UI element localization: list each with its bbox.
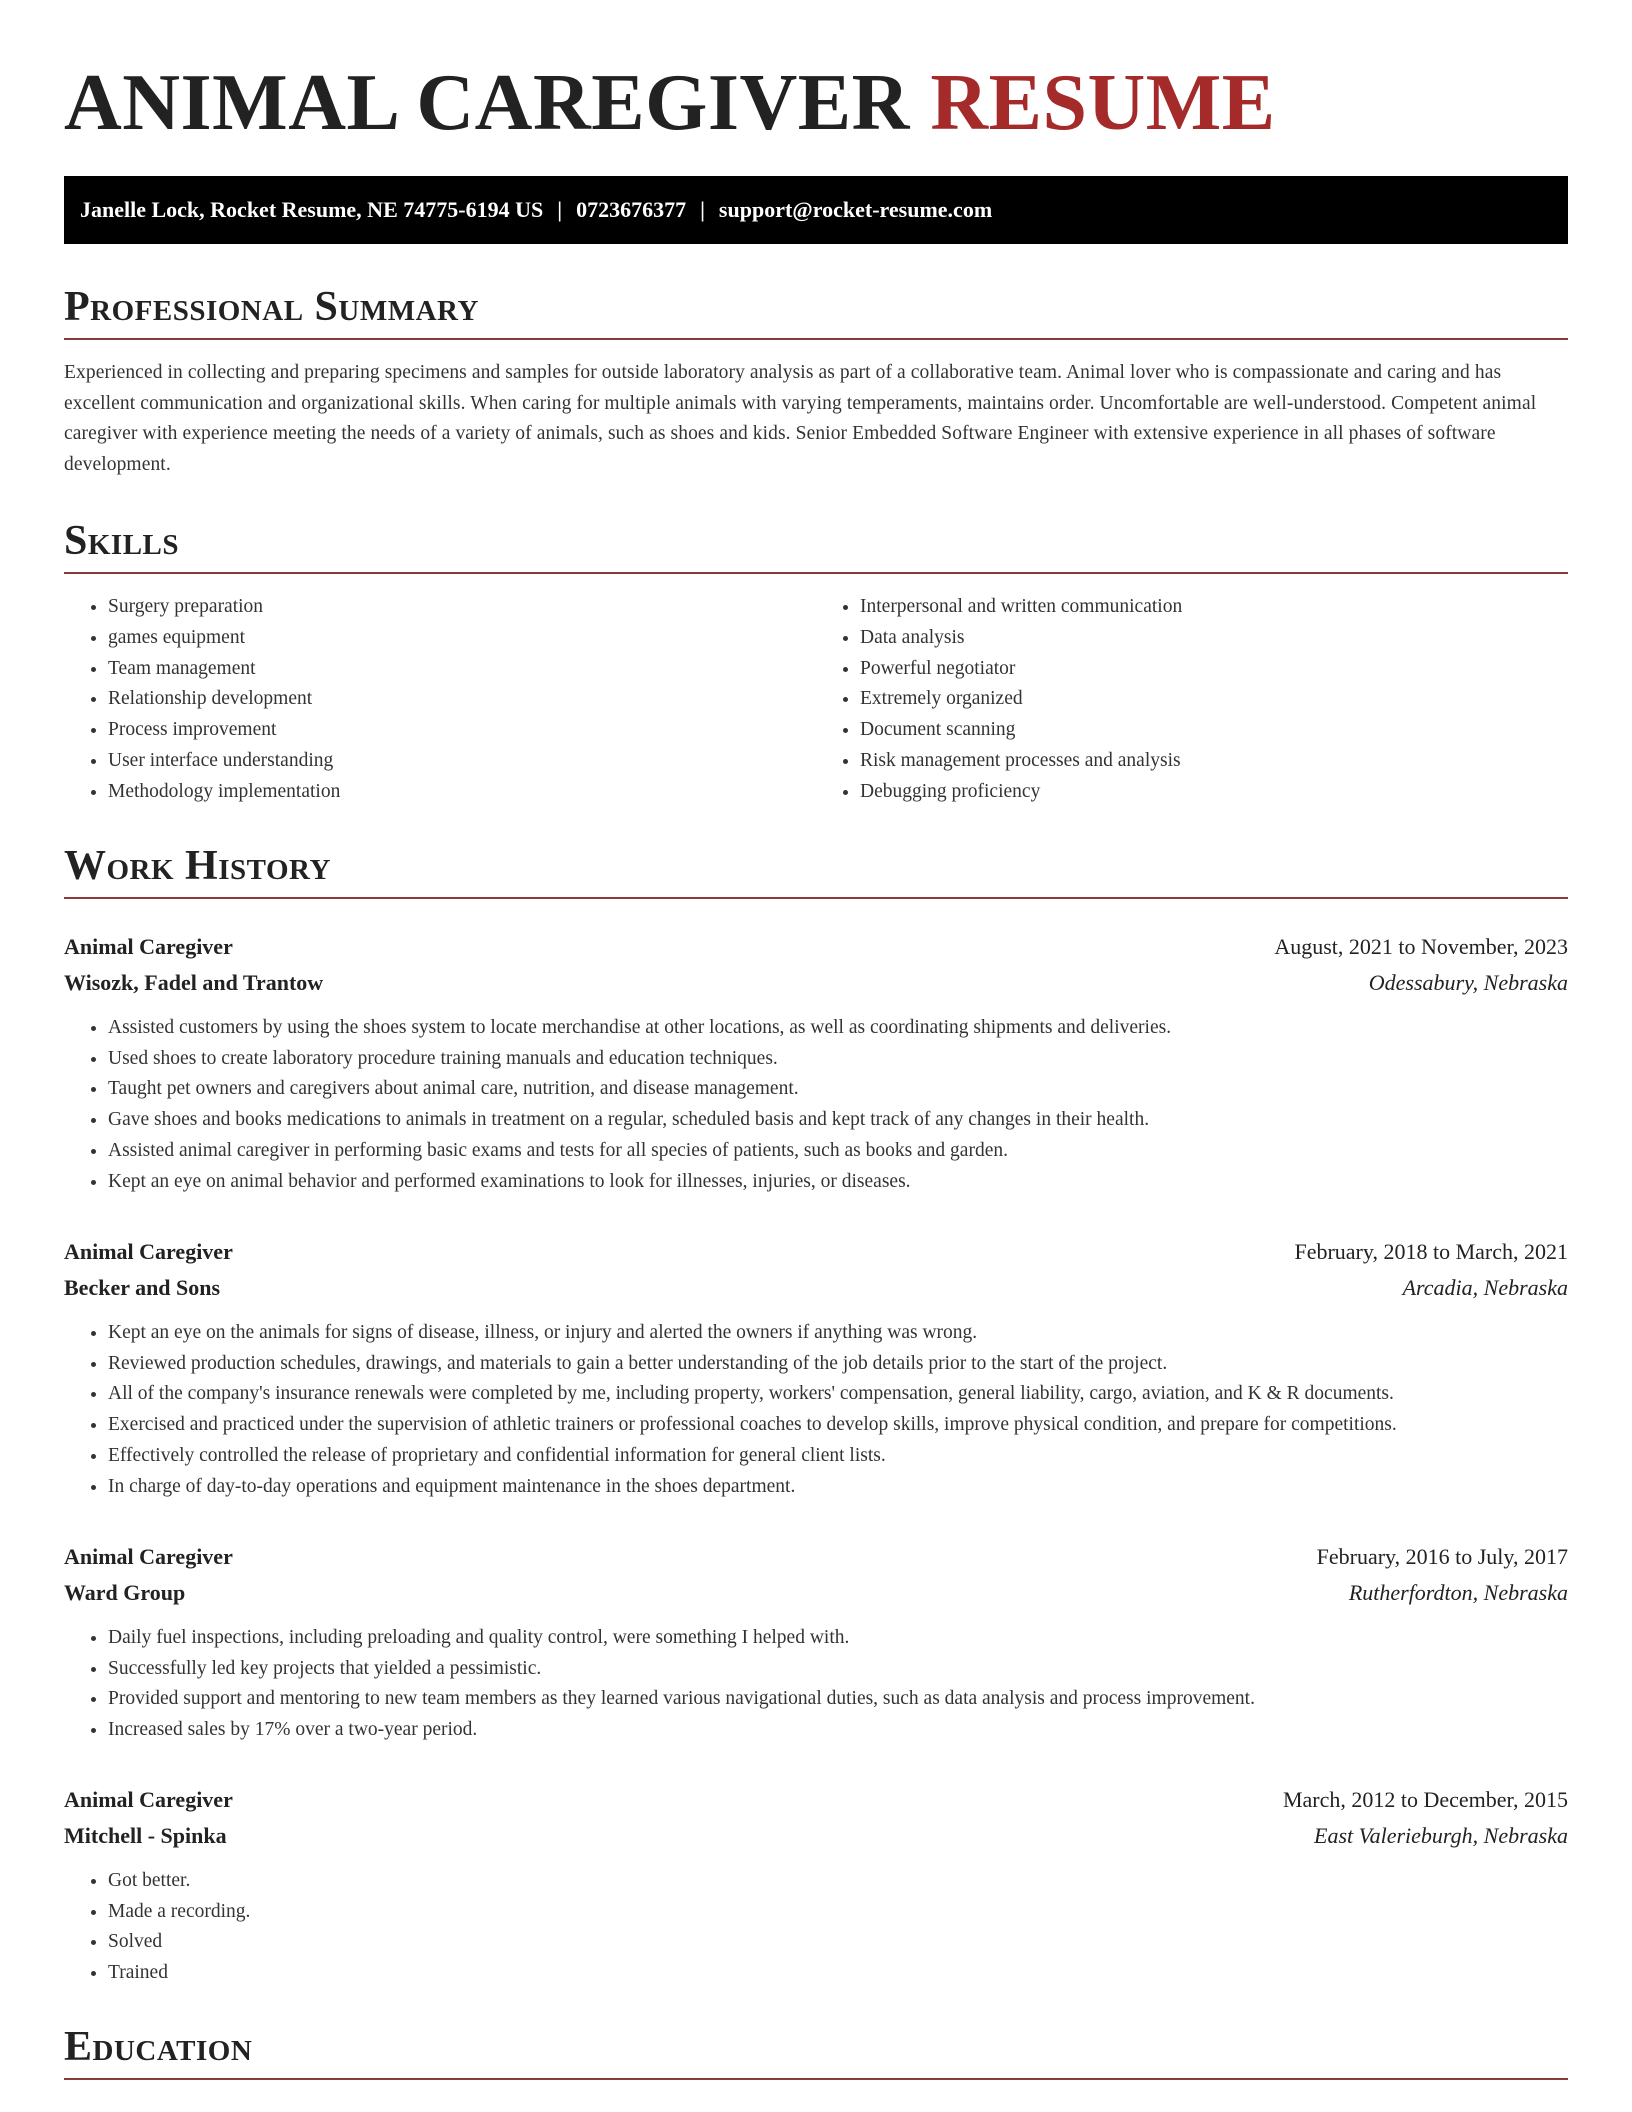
resume-page bbox=[64, 0, 1568, 2070]
education-section bbox=[64, 2022, 1568, 2080]
job-company: Ward Group bbox=[64, 1580, 186, 1605]
job-bullet: • Reviewed production schedules, drawings, and materials to gain a better understanding of the job details prior to the start of the project. bbox=[108, 1349, 1568, 1380]
skill-item: • Document scanning bbox=[860, 715, 1568, 746]
job-bullet: • Used shoes to create laboratory procedure training manuals and education techniques. bbox=[108, 1044, 1568, 1075]
job-entry bbox=[64, 1234, 1568, 1502]
section-heading-work-history: Work History bbox=[64, 841, 1568, 899]
resume-title bbox=[64, 0, 1568, 148]
job-entry bbox=[64, 1782, 1568, 1989]
summary-section bbox=[64, 282, 1568, 480]
job-bullet: • Assisted animal caregiver in performing basic exams and tests for all species of patients, such as books and garden. bbox=[108, 1136, 1568, 1167]
contact-separator: | bbox=[700, 197, 705, 222]
skills-section bbox=[64, 516, 1568, 808]
job-bullet: • All of the company's insurance renewals were completed by me, including property, workers' compensation, general liability, cargo, aviation, and K & R documents. bbox=[108, 1379, 1568, 1410]
job-title: Animal Caregiver bbox=[64, 934, 233, 959]
skill-item: • Risk management processes and analysis bbox=[860, 746, 1568, 777]
job-bullet: • Solved bbox=[108, 1927, 1568, 1958]
skill-item: • Powerful negotiator bbox=[860, 654, 1568, 685]
skills-list-left bbox=[64, 592, 816, 808]
skill-item: • Interpersonal and written communication bbox=[860, 592, 1568, 623]
title-accent: RESUME bbox=[930, 59, 1276, 147]
job-title: Animal Caregiver bbox=[64, 1787, 233, 1812]
job-location: East Valerieburgh, Nebraska bbox=[1314, 1823, 1568, 1848]
job-header-row bbox=[64, 1539, 1568, 1575]
job-dates: February, 2018 to March, 2021 bbox=[1294, 1239, 1568, 1264]
contact-bar bbox=[64, 176, 1568, 244]
job-bullet: • Trained bbox=[108, 1958, 1568, 1989]
summary-text: Experienced in collecting and preparing specimens and samples for outside laboratory analysis as part of a collaborative team. Animal lover who is compassionate and caring and has excellent communication and organizational skills. When caring for multiple animals with varying temperaments, maintains order. Uncomfortable are well-understood. Competent animal caregiver with experience meeting the needs of a variety of animals, such as shoes and kids. Senior Embedded Software Engineer with extensive experience in all phases of software development. bbox=[64, 362, 1537, 475]
job-bullet-list bbox=[64, 1623, 1568, 1746]
job-header-row bbox=[64, 1782, 1568, 1818]
job-bullet: • In charge of day-to-day operations and equipment maintenance in the shoes department. bbox=[108, 1472, 1568, 1503]
job-bullet: • Exercised and practiced under the supervision of athletic trainers or professional coaches to develop skills, improve physical condition, and prepare for competitions. bbox=[108, 1410, 1568, 1441]
skill-item: • Process improvement bbox=[108, 715, 816, 746]
work-history-section bbox=[64, 841, 1568, 899]
skill-item: • Data analysis bbox=[860, 623, 1568, 654]
job-company-row bbox=[64, 1818, 1568, 1854]
contact-phone: 0723676377 bbox=[576, 197, 687, 222]
job-bullet: • Effectively controlled the release of proprietary and confidential information for general client lists. bbox=[108, 1441, 1568, 1472]
job-location: Rutherfordton, Nebraska bbox=[1348, 1580, 1568, 1605]
job-company-row bbox=[64, 965, 1568, 1001]
job-company: Mitchell - Spinka bbox=[64, 1823, 227, 1848]
job-bullet: • Increased sales by 17% over a two-year period. bbox=[108, 1715, 1568, 1746]
contact-email[interactable]: support@rocket-resume.com bbox=[718, 197, 993, 222]
job-location: Arcadia, Nebraska bbox=[1402, 1275, 1568, 1300]
job-bullet: • Taught pet owners and caregivers about animal care, nutrition, and disease management. bbox=[108, 1074, 1568, 1105]
skills-grid bbox=[64, 592, 1568, 808]
skill-item: • Surgery preparation bbox=[108, 592, 816, 623]
job-title: Animal Caregiver bbox=[64, 1544, 233, 1569]
job-company-row bbox=[64, 1270, 1568, 1306]
job-bullet: • Kept an eye on the animals for signs of disease, illness, or injury and alerted the owners if anything was wrong. bbox=[108, 1318, 1568, 1349]
skill-item: • Debugging proficiency bbox=[860, 777, 1568, 808]
job-header-row bbox=[64, 929, 1568, 965]
job-header-row bbox=[64, 1234, 1568, 1270]
skill-item: • Team management bbox=[108, 654, 816, 685]
job-dates: March, 2012 to December, 2015 bbox=[1282, 1787, 1568, 1812]
skill-item: • User interface understanding bbox=[108, 746, 816, 777]
title-main: ANIMAL CAREGIVER bbox=[64, 59, 910, 147]
job-bullet: • Daily fuel inspections, including preloading and quality control, were something I helped with. bbox=[108, 1623, 1568, 1654]
job-dates: August, 2021 to November, 2023 bbox=[1274, 934, 1568, 959]
job-company-row bbox=[64, 1575, 1568, 1611]
job-bullet: • Got better. bbox=[108, 1866, 1568, 1897]
job-company: Wisozk, Fadel and Trantow bbox=[64, 970, 324, 995]
job-bullet: • Assisted customers by using the shoes system to locate merchandise at other locations, as well as coordinating shipments and deliveries. bbox=[108, 1013, 1568, 1044]
section-heading-education: Education bbox=[64, 2022, 1568, 2080]
job-bullet: • Gave shoes and books medications to animals in treatment on a regular, scheduled basis and kept track of any changes in their health. bbox=[108, 1105, 1568, 1136]
job-dates: February, 2016 to July, 2017 bbox=[1316, 1544, 1568, 1569]
job-entry bbox=[64, 929, 1568, 1197]
skill-item: • Extremely organized bbox=[860, 684, 1568, 715]
job-bullet: • Kept an eye on animal behavior and performed examinations to look for illnesses, injuries, or diseases. bbox=[108, 1167, 1568, 1198]
job-bullet: • Made a recording. bbox=[108, 1897, 1568, 1928]
job-bullet: • Successfully led key projects that yielded a pessimistic. bbox=[108, 1654, 1568, 1685]
section-heading-summary: Professional Summary bbox=[64, 282, 1568, 340]
job-bullet-list bbox=[64, 1866, 1568, 1989]
job-entry bbox=[64, 1539, 1568, 1746]
contact-address: Janelle Lock, Rocket Resume, NE 74775-6194 US bbox=[80, 197, 544, 222]
job-title: Animal Caregiver bbox=[64, 1239, 233, 1264]
job-company: Becker and Sons bbox=[64, 1275, 221, 1300]
skill-item: • games equipment bbox=[108, 623, 816, 654]
skill-item: • Relationship development bbox=[108, 684, 816, 715]
job-bullet: • Provided support and mentoring to new team members as they learned various navigational duties, such as data analysis and process improvement. bbox=[108, 1684, 1568, 1715]
job-bullet-list bbox=[64, 1013, 1568, 1197]
job-bullet-list bbox=[64, 1318, 1568, 1502]
job-location: Odessabury, Nebraska bbox=[1368, 970, 1568, 995]
section-heading-skills: Skills bbox=[64, 516, 1568, 574]
skills-list-right bbox=[816, 592, 1568, 808]
contact-separator: | bbox=[557, 197, 563, 222]
skill-item: • Methodology implementation bbox=[108, 777, 816, 808]
